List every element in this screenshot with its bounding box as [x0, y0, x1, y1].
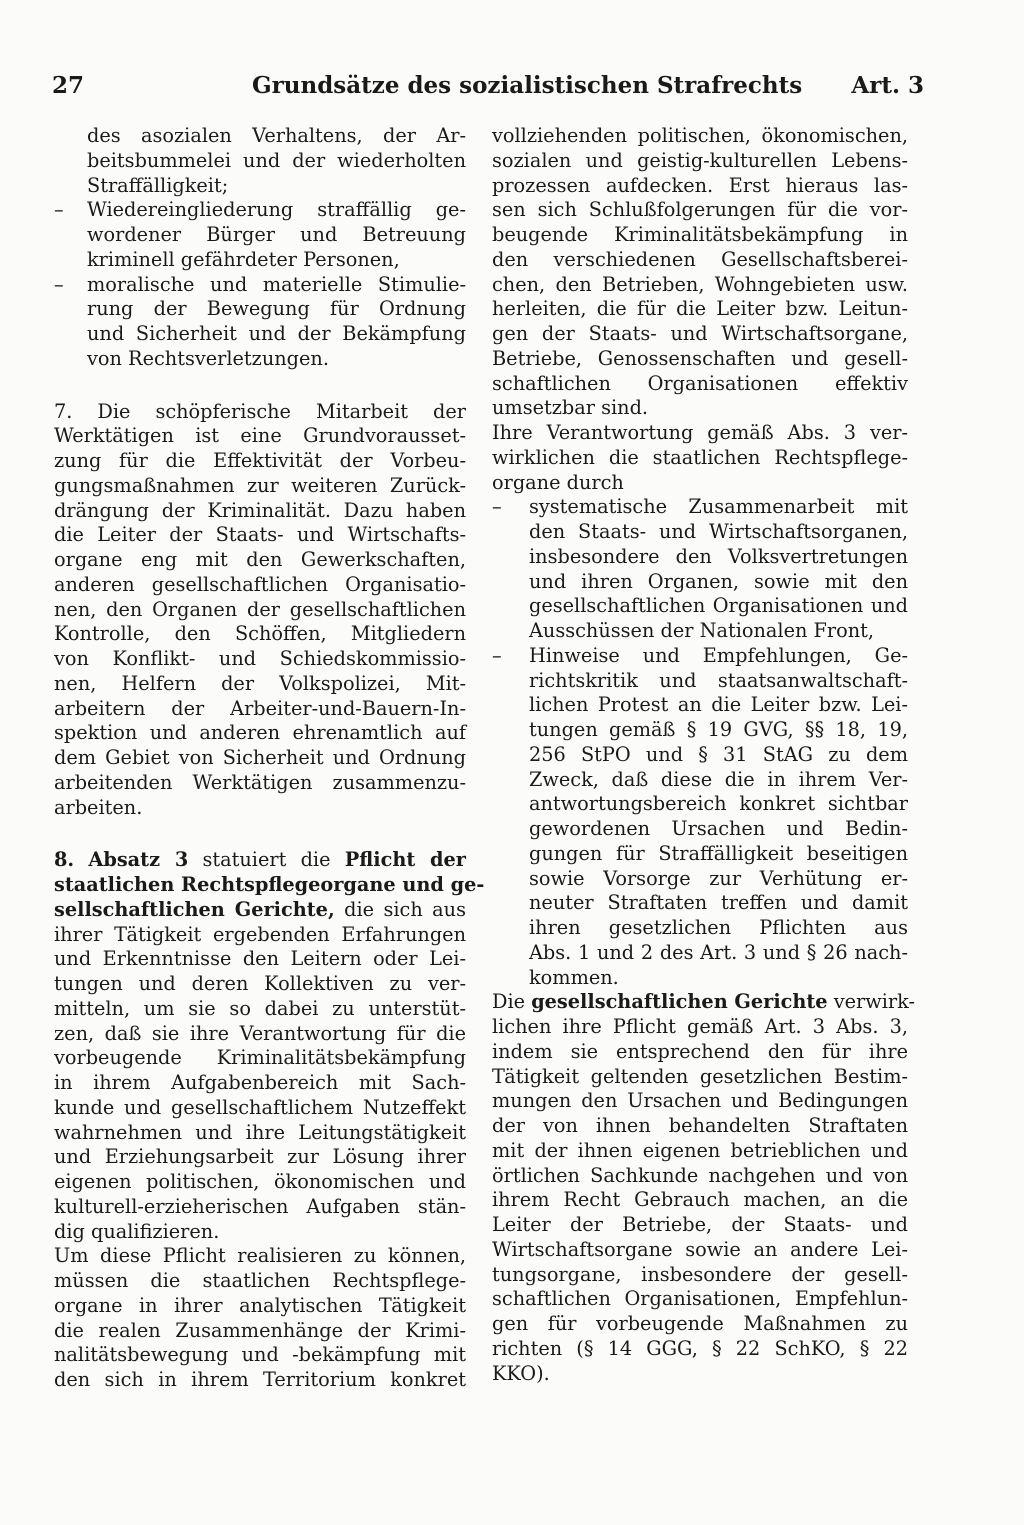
running-title: Grundsätze des sozialistischen Strafrechts: [252, 72, 803, 99]
paragraph-number: 8.: [54, 848, 75, 872]
text-line: drängung der Kriminalität. Dazu haben: [54, 498, 466, 522]
text-line: von Konflikt- und Schiedskommissio-: [54, 647, 466, 670]
text-line: [54, 898, 466, 923]
text-line: des asozialen Verhaltens, der Ar-: [87, 124, 466, 147]
text-line: wahrnehmen und ihre Leitungstätigkeit: [54, 1120, 466, 1144]
text-line: Ausschüssen der Nationalen Front,: [529, 619, 875, 642]
text-line: nalitätsbewegung und -bekämpfung mit: [54, 1343, 466, 1367]
text-line: dem Gebiet von Sicherheit und Ordnung: [54, 746, 466, 769]
bold-term: Absatz 3: [88, 848, 189, 872]
text-line: Tätigkeit geltenden gesetzlichen Bestim-: [492, 1064, 908, 1088]
article-label: Art. 3: [851, 72, 924, 99]
dash-marker: –: [492, 643, 502, 667]
text-line: herleiten, die für die Leiter bzw. Leitun-: [492, 297, 908, 321]
text-line: die Leiter der Staats- und Wirtschafts-: [54, 523, 466, 547]
text-line: gen für vorbeugende Maßnahmen zu: [492, 1312, 908, 1335]
text-line: Um diese Pflicht realisieren zu können,: [54, 1244, 466, 1268]
text-line: schaftlichen Organisationen, Empfehlun-: [492, 1287, 908, 1311]
text-line: und Sicherheit und der Bekämpfung: [87, 322, 466, 345]
text-line: neuter Straftaten treffen und damit: [529, 891, 908, 915]
dash-list-item: [492, 644, 908, 991]
text-line: [492, 990, 915, 1015]
text-line: dig qualifizieren.: [54, 1219, 220, 1243]
text-line: die realen Zusammenhänge der Krimi-: [54, 1318, 466, 1342]
text-line: und Erkenntnisse den Leitern oder Lei-: [54, 947, 466, 971]
text-line: den Staats- und Wirtschaftsorganen,: [529, 520, 908, 543]
text-line: tungen gemäß § 19 GVG, §§ 18, 19,: [529, 718, 908, 741]
text-line: chen, den Betrieben, Wohngebieten usw.: [492, 272, 908, 296]
text-line: mitteln, um sie so dabei zu unterstüt-: [54, 996, 466, 1020]
text-line: gungen für Straffälligkeit beseitigen: [529, 841, 908, 865]
text-line: Straffälligkeit;: [87, 173, 229, 197]
text-line: beugende Kriminalitätsbekämpfung in: [492, 223, 908, 246]
text-line: arbeitenden Werktätigen zusammenzu-: [54, 770, 466, 794]
text-line: nen, Helfern der Volkspolizei, Mit-: [54, 671, 466, 695]
text-line: 256 StPO und § 31 StAG zu dem: [529, 742, 908, 766]
text-line: und ihren Organen, sowie mit den: [529, 569, 908, 593]
bold-term: sellschaftlichen Gerichte,: [54, 897, 335, 921]
text-line: örtlichen Sachkunde nachgehen und von: [492, 1163, 908, 1187]
text-line: wirklichen die staatlichen Rechtspflege-: [492, 445, 908, 469]
text-line: Zweck, daß diese die in ihrem Ver-: [529, 767, 908, 791]
text-line: gesellschaftlichen Organisationen und: [529, 594, 908, 618]
dash-marker: –: [54, 272, 64, 296]
text-line: insbesondere den Volksvertretungen: [529, 544, 908, 568]
text-line: organe eng mit den Gewerkschaften,: [54, 548, 466, 571]
text-line: Leiter der Betriebe, der Staats- und: [492, 1213, 908, 1236]
text-line: sowie Vorsorge zur Verhütung er-: [529, 866, 908, 890]
text-line: kulturell-erzieherischen Aufgaben stän-: [54, 1194, 466, 1218]
text-line: lichen ihre Pflicht gemäß Art. 3 Abs. 3,: [492, 1015, 908, 1038]
text-line: zen, daß sie ihre Verantwortung für die: [54, 1021, 466, 1045]
text-run: Die: [492, 990, 526, 1014]
text-line: KKO).: [492, 1361, 550, 1385]
text-line: gen der Staats- und Wirtschaftsorgane,: [492, 322, 908, 345]
bold-term: staatlichen Rechtspflegeorgane und ge-: [54, 873, 485, 896]
dash-marker: –: [492, 495, 502, 519]
bold-term: Pflicht der: [344, 848, 466, 872]
text-line: Kontrolle, den Schöffen, Mitgliedern: [54, 622, 466, 646]
dash-list-item: [54, 198, 466, 272]
text-line: ihrem Recht Gebrauch machen, an die: [492, 1188, 908, 1212]
text-line: mit der ihnen eigenen betrieblichen und: [492, 1138, 908, 1162]
text-line: der von ihnen behandelten Straftaten: [492, 1114, 908, 1137]
text-line: systematische Zusammenarbeit mit: [529, 495, 908, 519]
text-line: kommen.: [529, 965, 619, 989]
text-line: Wirtschaftsorgane sowie an andere Lei-: [492, 1237, 908, 1261]
text-line: gewordenen Ursachen und Bedin-: [529, 817, 908, 840]
text-line: eigenen politischen, ökonomischen und: [54, 1170, 466, 1193]
text-line: Ihre Verantwortung gemäß Abs. 3 ver-: [492, 421, 908, 444]
text-line: lichen Protest an die Leiter bzw. Lei-: [529, 693, 908, 717]
text-line: von Rechtsverletzungen.: [87, 346, 329, 370]
text-line: nen, den Organen der gesellschaftlichen: [54, 597, 466, 621]
text-line: ihrer Tätigkeit ergebenden Erfahrungen: [54, 922, 466, 946]
text-line: Wiedereingliederung straffällig ge-: [87, 198, 466, 222]
dash-list-item: [492, 495, 908, 644]
text-run: die sich aus: [344, 897, 466, 921]
text-line: tungsorgane, insbesondere der gesell-: [492, 1262, 908, 1286]
page-number: 27: [52, 72, 85, 99]
text-line: tungen und deren Kollektiven zu ver-: [54, 972, 466, 995]
text-line: wordener Bürger und Betreuung: [87, 223, 466, 246]
text-line: antwortungsbereich konkret sichtbar: [529, 792, 908, 816]
text-line: arbeiten.: [54, 795, 143, 819]
bold-term: gesellschaftlichen Gerichte: [531, 990, 828, 1014]
text-line: Abs. 1 und 2 des Art. 3 und § 26 nach-: [529, 940, 908, 964]
text-line: Betriebe, Genossenschaften und gesell-: [492, 346, 908, 370]
dash-marker: –: [54, 198, 64, 222]
paragraph-7-start: 7. Die schöpferische Mitarbeit der: [54, 399, 466, 423]
text-line: den sich in ihrem Territorium konkret: [54, 1368, 466, 1391]
text-line: [54, 873, 485, 898]
text-line: indem sie entsprechend den für ihre: [492, 1039, 908, 1063]
text-run: verwirk-: [833, 990, 915, 1014]
text-line: umsetzbar sind.: [492, 396, 649, 420]
text-line: in ihrem Aufgabenbereich mit Sach-: [54, 1071, 466, 1094]
text-line: organe in ihrer analytischen Tätigkeit: [54, 1293, 466, 1317]
text-line: sen sich Schlußfolgerungen für die vor-: [492, 198, 908, 222]
text-line: richtskritik und staatsanwaltschaft-: [529, 668, 908, 692]
text-line: richten (§ 14 GGG, § 22 SchKO, § 22: [492, 1336, 908, 1360]
text-line: mungen den Ursachen und Bedingungen: [492, 1089, 908, 1113]
text-line: kriminell gefährdeter Personen,: [87, 247, 400, 271]
text-line: vollziehenden politischen, ökonomischen,: [492, 124, 908, 147]
right-column: [492, 124, 915, 1386]
text-run: statuiert die: [202, 848, 331, 872]
left-column: [54, 124, 485, 1393]
text-line: Werktätigen ist eine Grundvorausset-: [54, 424, 466, 448]
text-line: zung für die Effektivität der Vorbeu-: [54, 449, 466, 472]
text-line: und Erziehungsarbeit zur Lösung ihrer: [54, 1145, 466, 1169]
dash-list-item: [54, 273, 466, 372]
text-line: vorbeugende Kriminalitätsbekämpfung: [54, 1046, 466, 1070]
text-line: sozialen und geistig-kulturellen Lebens-: [492, 148, 908, 172]
text-line: beitsbummelei und der wiederholten: [87, 148, 466, 172]
text-line: spektion und anderen ehrenamtlich auf: [54, 721, 466, 745]
text-line: den verschiedenen Gesellschaftsberei-: [492, 247, 908, 271]
text-line: Hinweise und Empfehlungen, Ge-: [529, 643, 908, 667]
text-line: kunde und gesellschaftlichem Nutzeffekt: [54, 1095, 466, 1119]
text-line: ihren gesetzlichen Pflichten aus: [529, 916, 908, 939]
text-line: moralische und materielle Stimulie-: [87, 272, 466, 296]
running-header: [52, 72, 924, 112]
text-line: prozessen aufdecken. Erst hieraus las-: [492, 173, 908, 197]
text-line: schaftlichen Organisationen effektiv: [492, 371, 908, 395]
text-line: organe durch: [492, 470, 624, 494]
text-line: arbeitern der Arbeiter-und-Bauern-In-: [54, 696, 466, 720]
paragraph-8-start: [54, 848, 466, 873]
text-line: anderen gesellschaftlichen Organisatio-: [54, 572, 466, 596]
text-line: gungsmaßnahmen zur weiteren Zurück-: [54, 473, 466, 497]
text-line: rung der Bewegung für Ordnung: [87, 297, 466, 321]
text-line: müssen die staatlichen Rechtspflege-: [54, 1269, 466, 1292]
